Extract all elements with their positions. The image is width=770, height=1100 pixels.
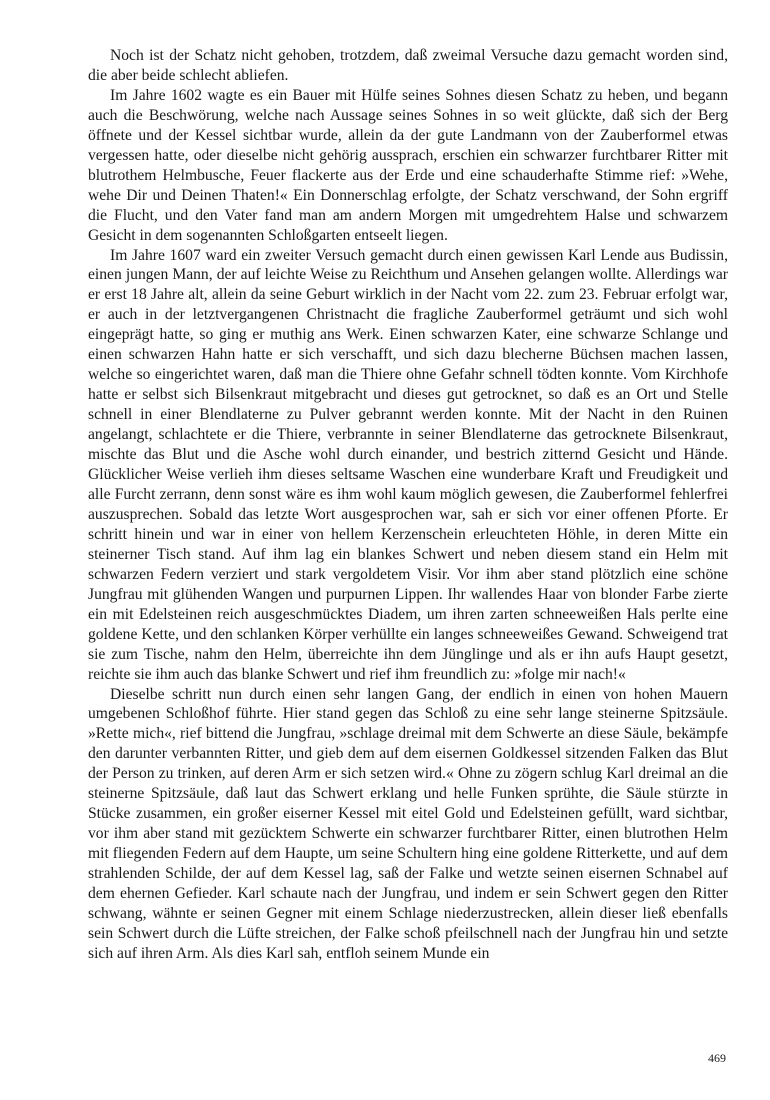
paragraph-4: Dieselbe schritt nun durch einen sehr langen Gang, der endlich in einen von hohen Mauern umgebenen Schloßhof führte. Hier stand gegen das Schloß zu eine sehr lange steinerne Spitzsäule. »Rette mich«, rief bittend die Jungfrau, »schlage dreimal mit dem Schwerte an diese Säule, bekämpfe den darunter verbannten Ritter, und gieb dem auf dem eisernen Goldkessel sitzenden Falken das Blut der Person zu trinken, auf deren Arm er sich setzen wird.« Ohne zu zögern schlug Karl dreimal an die steinerne Spitzsäule, daß laut das Schwert erklang und helle Funken sprühte, die Säule stürzte in Stücke zusammen, ein großer eiserner Kessel mit eitel Gold und Edelsteinen gefüllt, ward sichtbar, vor ihm aber stand mit gezücktem Schwerte ein schwarzer furchtbarer Ritter, einen blutrothen Helm mit fliegenden Federn auf dem Haupte, um seine Schultern hing eine goldene Ritterkette, und auf dem strahlenden Schilde, der auf dem Kessel lag, saß der Falke und wetzte seinen eisernen Schnabel auf dem ehernen Gefieder. Karl schaute nach der Jungfrau, und indem er sein Schwert gegen den Ritter schwang, wähnte er seinen Gegner mit einem Schlage niederzustrecken, allein dieser ließ ebenfalls sein Schwert durch die Lüfte streichen, der Falke schoß pfeilschnell nach der Jungfrau hin und setzte sich auf ihren Arm. Als dies Karl sah, entfloh seinem Munde ein <box>88 685 728 962</box>
paragraph-3: Im Jahre 1607 ward ein zweiter Versuch gemacht durch einen gewissen Karl Lende aus Budissin, einen jungen Mann, der auf leichte Weise zu Reichthum und Ansehen gelangen wollte. Allerdings war er erst 18 Jahre alt, allein da seine Geburt wirklich in der Nacht vom 22. zum 23. Februar erfolgt war, er auch in der letztvergangenen Christnacht die fragliche Zauberformel geträumt und sich wohl eingeprägt hatte, so ging er muthig ans Werk. Einen schwarzen Kater, eine schwarze Schlange und einen schwarzen Hahn hatte er sich verschafft, und sich dazu blecherne Büchsen machen lassen, welche so eingerichtet waren, daß man die Thiere ohne Gefahr schnell tödten konnte. Vom Kirchhofe hatte er selbst sich Bilsenkraut mitgebracht und dieses gut getrocknet, so daß es an Ort und Stelle schnell in einer Blendlaterne zu Pulver gebrannt werden konnte. Mit der Nacht in den Ruinen angelangt, schlachtete er die Thiere, verbrannte in seiner Blendlaterne das getrocknete Bilsenkraut, mischte das Blut und die Asche wohl durch einander, und bestrich zitternd Gesicht und Hände. Glücklicher Weise verlieh ihm dieses seltsame Waschen eine wunderbare Kraft und Freudigkeit und alle Furcht zerrann, denn sonst wäre es ihm wohl kaum möglich gewesen, die Zauberformel fehlerfrei auszusprechen. Sobald das letzte Wort ausgesprochen war, sah er sich vor einer offenen Pforte. Er schritt hinein und war in einer von hellem Kerzenschein erleuchteten Höhle, in deren Mitte ein steinerner Tisch stand. Auf ihm lag ein blankes Schwert und neben diesem stand ein Helm mit schwarzen Federn verziert und stark vergoldetem Visir. Vor ihm aber stand plötzlich eine schöne Jungfrau mit glühenden Wangen und purpurnen Lippen. Ihr wallendes Haar von blonder Farbe zierte ein mit Edelsteinen reich ausgeschmücktes Diadem, um ihren zarten schneeweißen Hals perlte eine goldene Kette, und den schlanken Körper verhüllte ein langes schneeweißes Gewand. Schweigend trat sie zum Tische, nahm den Helm, überreichte ihn dem Jünglinge und als er ihn aufs Haupt gesetzt, reichte sie ihm auch das blanke Schwert und rief ihm freundlich zu: »folge mir nach!« <box>88 246 728 683</box>
page-number: 469 <box>708 1051 726 1065</box>
paragraph-1: Noch ist der Schatz nicht gehoben, trotzdem, daß zweimal Versuche dazu gemacht worden sind, die aber beide schlecht abliefen. <box>88 47 728 84</box>
page-body <box>88 46 728 964</box>
paragraph-2: Im Jahre 1602 wagte es ein Bauer mit Hülfe seines Sohnes diesen Schatz zu heben, und begann auch die Beschwörung, welche nach Aussage seines Sohnes in so weit glückte, daß sich der Berg öffnete und der Kessel sichtbar wurde, allein da der gute Landmann von der Zauberformel etwas vergessen hatte, oder dieselbe nicht gehörig aussprach, erschien ein schwarzer furchtbarer Ritter mit blutrothem Helmbusche, Feuer flackerte aus der Erde und eine schauderhafte Stimme rief: »Wehe, wehe Dir und Deinen Thaten!« Ein Donnerschlag erfolgte, der Schatz verschwand, der Sohn ergriff die Flucht, und den Vater fand man am andern Morgen mit umgedrehtem Halse und schwarzem Gesicht in dem sogenannten Schloßgarten entseelt liegen. <box>88 86 728 244</box>
